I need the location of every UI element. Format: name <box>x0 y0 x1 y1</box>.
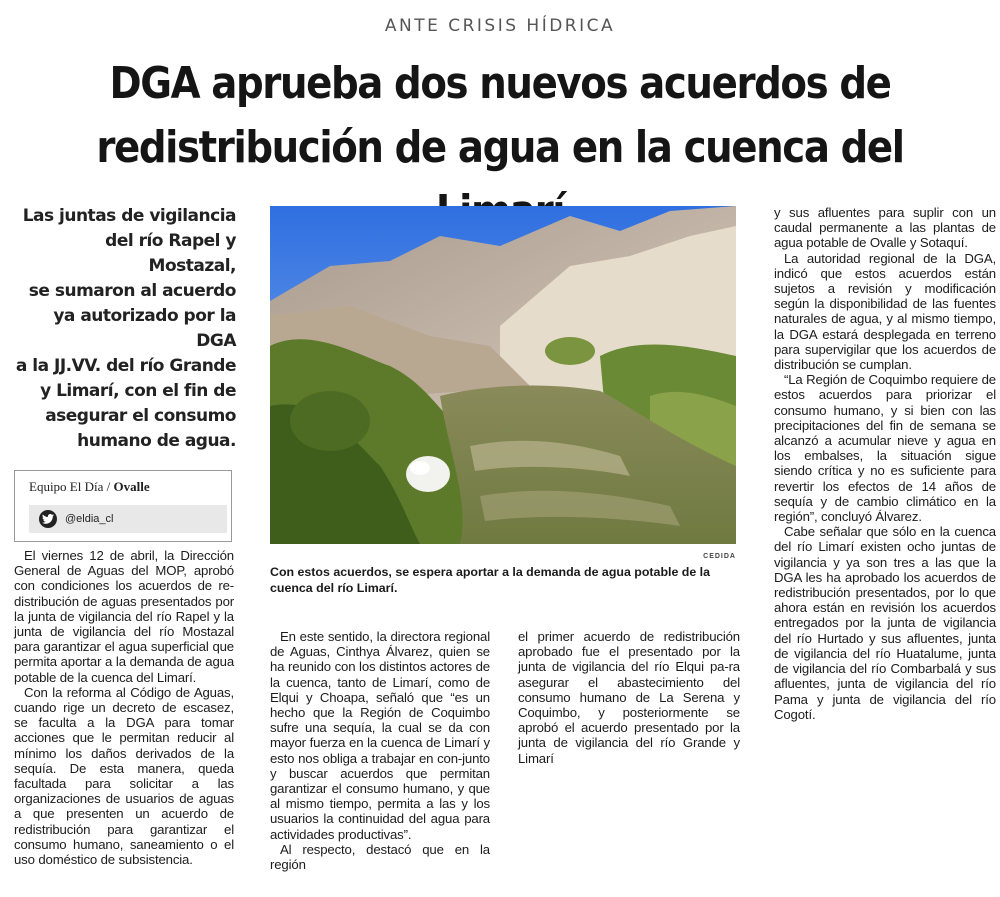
headline-line-2: redistribución de agua en la cuenca del <box>96 122 904 173</box>
paragraph: “La Región de Coquimbo requiere de estos acuerdos para priorizar el consumo humano, y si bien con las precipitaciones del fin de semana se alcanzó a acumular nieve y agua en los embalses, la situación sigue siendo crítica y no es suficiente para revertir los efectos de 14 años de sequía y de cambio climático en la región”, concluyó Álvarez. <box>774 372 996 525</box>
paragraph: Al respecto, destacó que en la región <box>270 841 490 873</box>
paragraph: La autoridad regional de la DGA, indicó que estos acuerdos están sujetos a revisión y modificación según la disponibilidad de las fuentes naturales de agua, y al mismo tiempo, la DGA estará desplegada en terreno para supervigilar que los acuerdos de distribución se cumplan. <box>774 250 996 373</box>
paragraph: y sus afluentes para suplir con un caudal permanente a las plantas de agua potable de Ovalle y Sotaquí. <box>774 205 996 251</box>
article-photo <box>270 206 736 544</box>
byline-author: Equipo El Día / <box>29 479 111 494</box>
lead-line: y Limarí, con el fin de <box>40 381 236 401</box>
lead-line: asegurar el consumo <box>45 406 236 426</box>
byline-social <box>29 505 227 533</box>
byline-author-line <box>15 471 231 495</box>
kicker: ANTE CRISIS HÍDRICA <box>384 16 616 36</box>
paragraph: el primer acuerdo de redistribución aprobado fue el presentado por la junta de vigilancia del río Elqui pa-ra asegurar el abastecimiento del consumo humano de La Serena y Coquimbo, y posteriormente se aprobó el acuerdo presentado por la junta de vigilancia del río Grande y Limarí <box>518 629 740 766</box>
lead-line: a la JJ.VV. del río Grande <box>15 356 236 376</box>
lead-line: humano de agua. <box>77 431 236 451</box>
paragraph: El viernes 12 de abril, la Dirección General de Aguas del MOP, aprobó con condiciones los acuerdos de re-distribución de aguas presentados por la junta de vigilancia del río Rapel y la junta de vigilancia del río Mostazal para garantizar el agua superficial que permita aportar a la demanda de agua potable de la cuenca del Limarí. <box>14 548 234 685</box>
photo-credit: CEDIDA <box>703 553 736 560</box>
lead-text <box>14 204 236 454</box>
river-landscape-illustration <box>270 206 736 544</box>
lead-line: del río Rapel y Mostazal, <box>105 231 236 276</box>
paragraph: En este sentido, la directora regional de Aguas, Cinthya Álvarez, quien se ha reunido con los distintos actores de la cuenca, tanto de Limarí, como de Elqui y Choapa, señaló que “es un hecho que la Región de Coquimbo sufre una sequía, la cual se da con mayor fuerza en la cuenca de Limarí y esto nos obliga a trabajar en con-junto y buscar acuerdos que permitan garantizar el consumo humano, y que al mismo tiempo, permita a las y los usuarios la continuidad del agua para actividades productivas”. <box>270 629 490 842</box>
photo-caption: Con estos acuerdos, se espera aportar a la demanda de agua potable de la cuenca del río Limarí. <box>270 565 711 595</box>
paragraph: Con la reforma al Código de Aguas, cuando rige un decreto de escasez, se faculta a la DGA para tomar acciones que le permitan reducir al mínimo los daños derivados de la sequía. De esta manera, queda facultada para solicitar a las organizaciones de usuarios de aguas a que presenten un acuerdo de redistribución para garantizar el consumo humano, saneamiento o el uso doméstico de subsistencia. <box>14 684 234 868</box>
byline-city: Ovalle <box>113 479 150 494</box>
article-column-4 <box>774 205 996 722</box>
lead-line: se sumaron al acuerdo <box>28 281 236 301</box>
lead-line: Las juntas de vigilancia <box>22 206 236 226</box>
article-column-2 <box>270 629 490 872</box>
twitter-icon[interactable] <box>39 510 57 528</box>
paragraph: Cabe señalar que sólo en la cuenca del río Limarí existen ocho juntas de vigilancia y ya son tres a las que la DGA les ha aprobado los acuerdos de redistribución presentados, por lo que ahora están en revisión los acuerdos entregados por la junta de vigilancia del río Hurtado y sus afluentes, junta de vigilancia del río Huatalume, junta de vigilancia del río Combarbalá y sus afluentes, junta de vigilancia del río Pama y junta de vigilancia del río Cogotí. <box>774 524 996 722</box>
article-column-1 <box>14 548 234 867</box>
twitter-handle[interactable]: @eldia_cl <box>65 513 114 525</box>
byline-box <box>14 470 232 542</box>
lead-line: ya autorizado por la DGA <box>53 306 236 351</box>
headline-line-1: DGA aprueba dos nuevos acuerdos de <box>109 58 891 109</box>
twitter-bird-glyph <box>42 514 54 524</box>
article-column-3 <box>518 629 740 766</box>
